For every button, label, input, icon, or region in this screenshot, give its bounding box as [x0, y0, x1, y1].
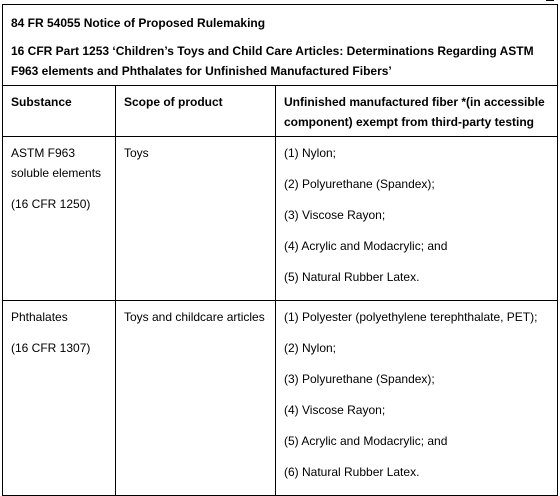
rulemaking-table — [2, 4, 558, 496]
scope-text: Toys and childcare articles — [124, 310, 265, 324]
list-item: (3) Viscose Rayon; — [284, 208, 386, 222]
column-header-substance — [3, 86, 116, 137]
substance-cell — [3, 137, 116, 301]
list-item: (4) Viscose Rayon; — [284, 403, 386, 417]
table-row — [3, 301, 558, 496]
list-item: (4) Acrylic and Modacrylic; and — [284, 239, 448, 253]
substance-cell — [3, 301, 116, 496]
fiber-list-cell — [276, 301, 558, 496]
list-item: (3) Polyurethane (Spandex); — [284, 372, 435, 386]
substance-cfr-cite: (16 CFR 1307) — [11, 341, 91, 355]
scope-cell — [116, 137, 276, 301]
substance-name-cont: soluble elements — [11, 166, 102, 180]
rule-title: 16 CFR Part 1253 ‘Children’s Toys and Child Care Articles: Determinations Regarding ASTM F963 elements and Phthalates for Unfinished Manufactured Fibers’ — [11, 44, 534, 78]
column-header-scope — [116, 86, 276, 137]
table-title-row — [3, 5, 558, 86]
column-header-fiber-line2: component) exempt from third-party testing — [284, 115, 535, 129]
column-header-fiber — [276, 86, 558, 137]
substance-cfr-cite: (16 CFR 1250) — [11, 197, 91, 211]
scope-cell — [116, 301, 276, 496]
list-item: (6) Natural Rubber Latex. — [284, 465, 420, 479]
substance-name: Phthalates — [11, 310, 68, 324]
fiber-list-cell — [276, 137, 558, 301]
page-edge-mark — [546, 0, 554, 1]
table-row — [3, 137, 558, 301]
column-header-scope-label: Scope of product — [124, 95, 223, 109]
column-header-substance-label: Substance — [11, 95, 72, 109]
notice-citation: 84 FR 54055 Notice of Proposed Rulemaking — [11, 16, 266, 30]
scope-text: Toys — [124, 146, 149, 160]
list-item: (2) Polyurethane (Spandex); — [284, 177, 435, 191]
column-header-row — [3, 86, 558, 137]
list-item: (1) Polyester (polyethylene terephthalate, PET); — [284, 310, 538, 324]
column-header-fiber-line1: Unfinished manufactured fiber *(in accessible — [284, 95, 545, 109]
list-item: (1) Nylon; — [284, 146, 337, 160]
list-item: (5) Natural Rubber Latex. — [284, 270, 420, 284]
list-item: (5) Acrylic and Modacrylic; and — [284, 434, 448, 448]
list-item: (2) Nylon; — [284, 341, 337, 355]
substance-name: ASTM F963 — [11, 146, 76, 160]
table-title-cell — [3, 5, 558, 86]
